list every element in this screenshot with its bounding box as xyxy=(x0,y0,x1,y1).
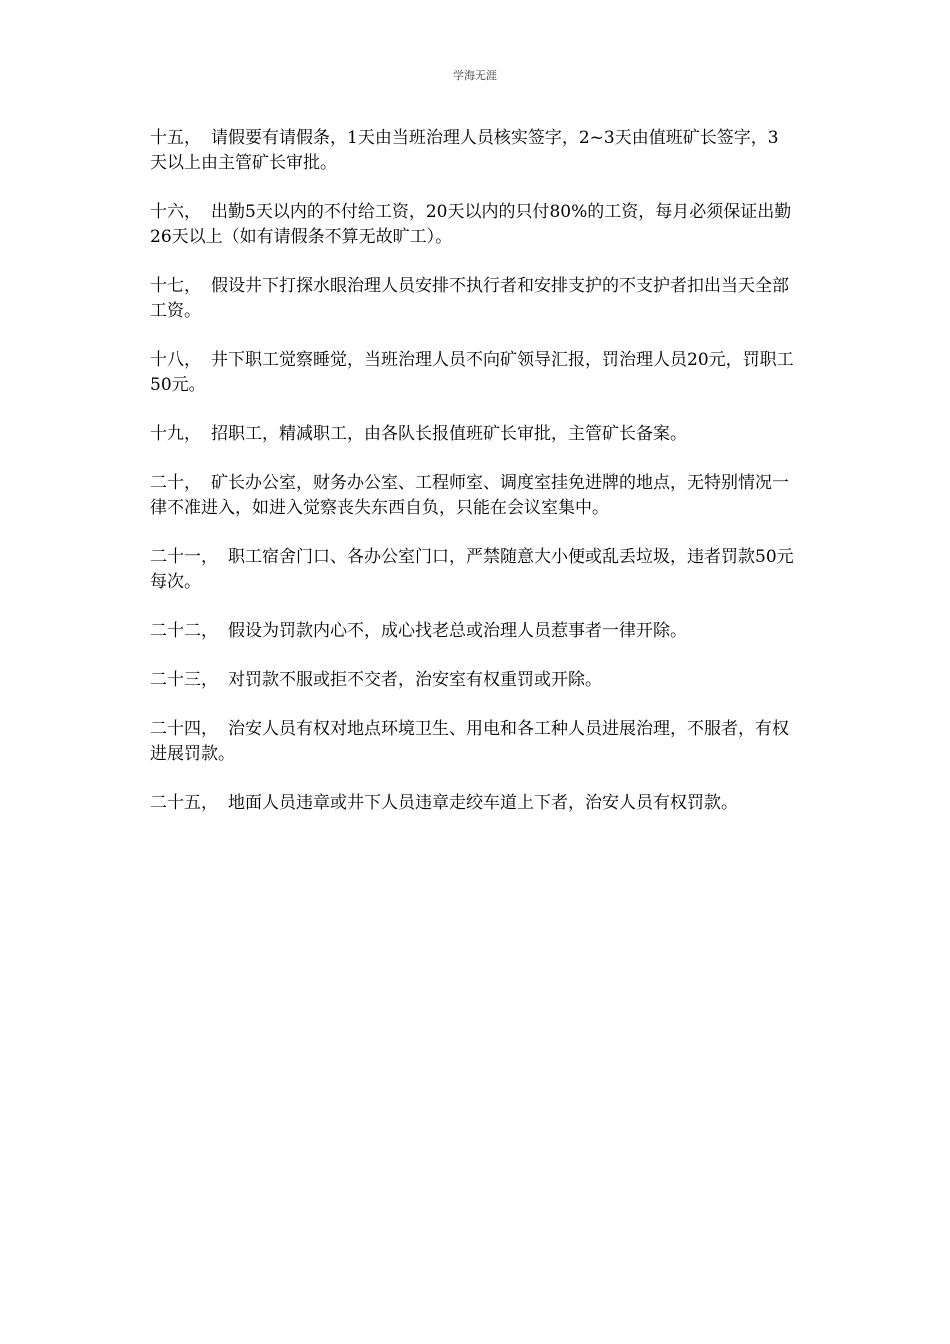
paragraph-text: 假设井下打探水眼治理人员安排不执行者和安排支护的不支护者扣出当天全部工资。 xyxy=(150,276,789,321)
paragraph-number: 二十四， xyxy=(150,719,218,739)
paragraph-text: 井下职工觉察睡觉，当班治理人员不向矿领导汇报，罚治理人员20元，罚职工50元。 xyxy=(150,350,794,395)
paragraph-text: 矿长办公室，财务办公室、工程师室、调度室挂免进牌的地点，无特别情况一律不准进入，如进入觉察丧失东西自负，只能在会议室集中。 xyxy=(150,473,789,518)
paragraph xyxy=(150,668,795,693)
paragraph-number: 十七， xyxy=(150,276,201,296)
paragraph-number: 十六， xyxy=(150,202,201,222)
paragraph-number: 十五， xyxy=(150,128,201,148)
paragraph xyxy=(150,471,795,521)
paragraph-text: 对罚款不服或拒不交者，治安室有权重罚或开除。 xyxy=(228,670,602,690)
paragraph-number: 二十二， xyxy=(150,621,218,641)
paragraph xyxy=(150,717,795,767)
paragraph-text: 治安人员有权对地点环境卫生、用电和各工种人员进展治理，不服者，有权进展罚款。 xyxy=(150,719,789,764)
paragraph-text: 招职工，精减职工，由各队长报值班矿长审批，主管矿长备案。 xyxy=(211,424,687,444)
paragraph-number: 十八， xyxy=(150,350,201,370)
paragraph xyxy=(150,126,795,176)
paragraph xyxy=(150,274,795,324)
paragraph-text: 请假要有请假条，1天由当班治理人员核实签字，2~3天由值班矿长签字，3天以上由主管矿长审批。 xyxy=(150,128,779,173)
paragraph xyxy=(150,348,795,398)
paragraph xyxy=(150,200,795,250)
paragraph-number: 十九， xyxy=(150,424,201,444)
document-body xyxy=(150,126,795,840)
paragraph xyxy=(150,791,795,816)
paragraph-number: 二十五， xyxy=(150,793,218,813)
paragraph xyxy=(150,422,795,447)
paragraph-number: 二十三， xyxy=(150,670,218,690)
paragraph-number: 二十一， xyxy=(150,547,218,567)
paragraph-text: 地面人员违章或井下人员违章走绞车道上下者，治安人员有权罚款。 xyxy=(228,793,738,813)
paragraph-number: 二十， xyxy=(150,473,201,493)
paragraph-text: 出勤5天以内的不付给工资，20天以内的只付80%的工资，每月必须保证出勤26天以上（如有请假条不算无故旷工）。 xyxy=(150,202,792,247)
paragraph-text: 假设为罚款内心不，成心找老总或治理人员惹事者一律开除。 xyxy=(228,621,687,641)
page-header: 学海无涯 xyxy=(453,69,497,82)
paragraph xyxy=(150,619,795,644)
paragraph-text: 职工宿舍门口、各办公室门口，严禁随意大小便或乱丢垃圾，违者罚款50元每次。 xyxy=(150,547,794,592)
paragraph xyxy=(150,545,795,595)
